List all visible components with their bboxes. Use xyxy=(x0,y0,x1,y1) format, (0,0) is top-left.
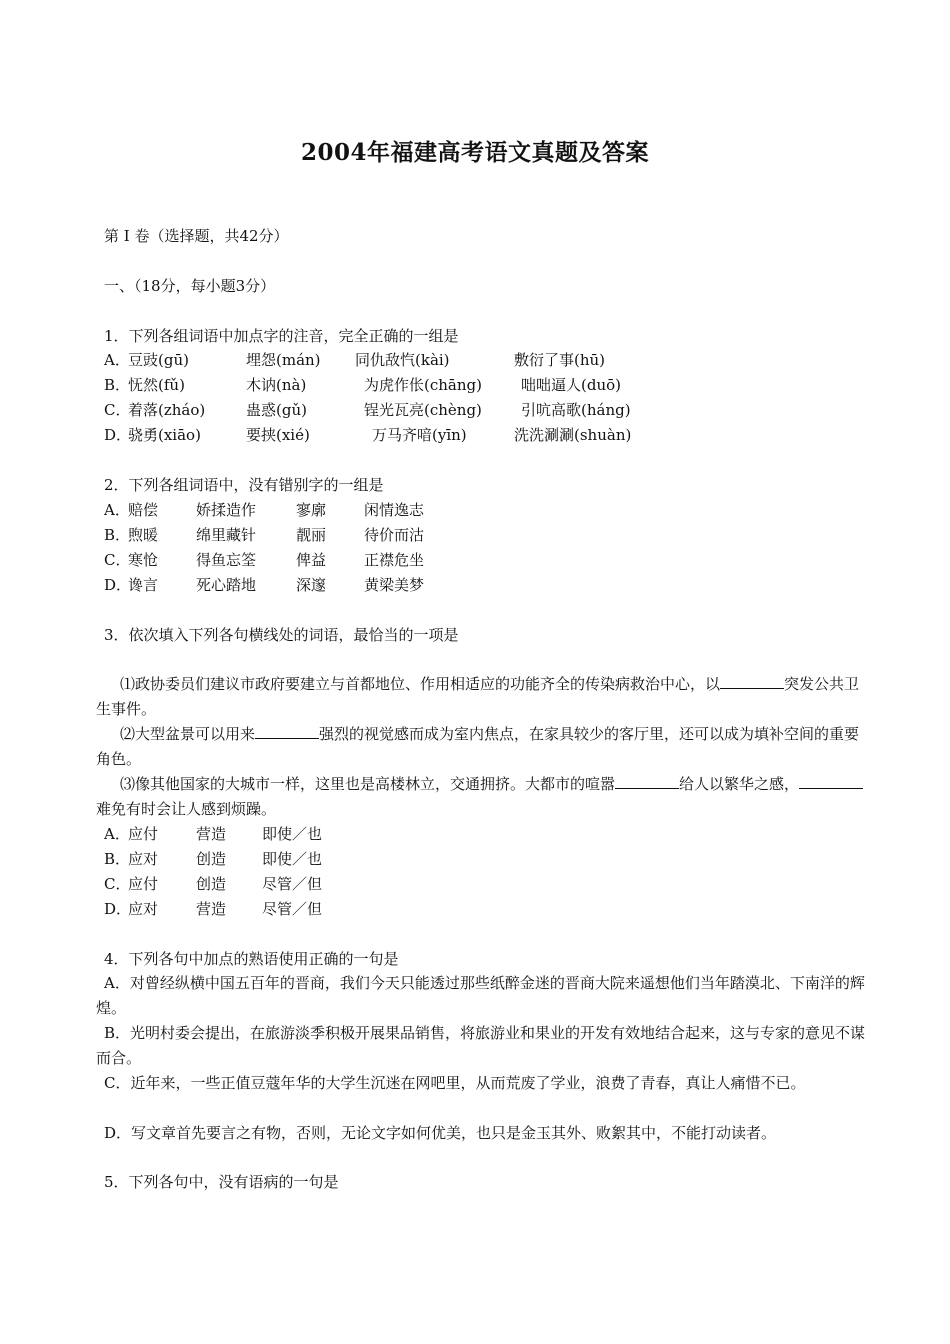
option-item: 应对 xyxy=(128,900,159,918)
option-letter: A． xyxy=(104,501,130,519)
option-item: 怃然(fǔ) xyxy=(128,376,185,394)
option-item: 引吭高歌(háng) xyxy=(521,401,631,419)
sentence-text: ⑴政协委员们建议市政府要建立与首都地位、作用相适应的功能齐全的传染病救治中心，以 xyxy=(120,675,721,693)
part1-heading: 第 I 卷（选择题，共42分） xyxy=(104,227,289,245)
option-item: 待价而沽 xyxy=(364,526,425,544)
option-item: 寒怆 xyxy=(128,551,159,569)
option-item: 应付 xyxy=(128,825,159,843)
option-item: 蛊惑(gǔ) xyxy=(246,401,307,419)
option-letter: B． xyxy=(104,850,131,868)
option-item: 着落(zháo) xyxy=(128,401,206,419)
option-item: 木讷(nà) xyxy=(246,376,307,394)
sentence-text: 难免有时会让人感到烦躁。 xyxy=(96,800,277,818)
option-item: 营造 xyxy=(196,825,227,843)
option-item: 煦暖 xyxy=(128,526,159,544)
option-letter: B． xyxy=(104,526,131,544)
option-item: 赔偿 xyxy=(128,501,159,519)
fill-blank xyxy=(615,774,679,789)
option-letter: A． xyxy=(104,825,130,843)
option-item: 谗言 xyxy=(128,576,159,594)
option-letter: D． xyxy=(104,900,132,918)
q3-stem: 3．依次填入下列各句横线处的词语，最恰当的一项是 xyxy=(104,626,459,644)
q3-sentence-2 xyxy=(96,722,866,772)
option-item: 营造 xyxy=(196,900,227,918)
option-item: 敷衍了事(hū) xyxy=(514,351,606,369)
option-item: 应付 xyxy=(128,875,159,893)
sentence-text: ⑶像其他国家的大城市一样，这里也是高楼林立，交通拥挤。大都市的喧嚣 xyxy=(120,775,616,793)
q3-sentence-1 xyxy=(96,672,866,722)
option-letter: C． xyxy=(104,551,131,569)
q4-stem: 4．下列各句中加点的熟语使用正确的一句是 xyxy=(104,950,399,968)
option-item: 绵里藏针 xyxy=(196,526,257,544)
option-item: 黄梁美梦 xyxy=(364,576,425,594)
option-item: 应对 xyxy=(128,850,159,868)
q1-stem: 1．下列各组词语中加点字的注音，完全正确的一组是 xyxy=(104,327,459,345)
option-item: 要挟(xié) xyxy=(246,426,310,444)
option-item: 俾益 xyxy=(296,551,327,569)
option-letter: D． xyxy=(104,576,132,594)
q4-option-d: D．写文章首先要言之有物，否则，无论文字如何优美，也只是金玉其外、败絮其中，不能打动读者。 xyxy=(104,1124,777,1142)
option-item: 同仇敌忾(kài) xyxy=(355,351,450,369)
option-letter: C． xyxy=(104,401,131,419)
option-item: 娇揉造作 xyxy=(196,501,257,519)
fill-blank xyxy=(720,674,784,689)
option-letter: C． xyxy=(104,875,131,893)
option-letter: D． xyxy=(104,426,132,444)
sentence-text: ⑵大型盆景可以用来 xyxy=(120,725,256,743)
page-title: 2004年福建高考语文真题及答案 xyxy=(300,139,649,166)
option-item: 创造 xyxy=(196,850,227,868)
option-item: 为虎作伥(chāng) xyxy=(364,376,482,394)
option-item: 咄咄逼人(duō) xyxy=(521,376,621,394)
option-item: 靓丽 xyxy=(296,526,327,544)
q4-option-b: B．光明村委会提出，在旅游淡季积极开展果品销售，将旅游业和果业的开发有效地结合起来，这与专家的意见不谋而合。 xyxy=(96,1024,866,1067)
sentence-text: 突发公共卫生事件。 xyxy=(96,675,860,718)
option-item: 豆豉(gū) xyxy=(128,351,189,369)
q4-option-c: C．近年来，一些正值豆蔻年华的大学生沉迷在网吧里，从而荒废了学业，浪费了青春，真让人痛惜不已。 xyxy=(104,1074,806,1092)
option-letter: B． xyxy=(104,376,131,394)
section1-heading: 一、（18分，每小题3分） xyxy=(104,277,276,295)
sentence-text: 给人以繁华之感， xyxy=(679,775,800,793)
option-item: 埋怨(mán) xyxy=(246,351,321,369)
q5-stem: 5．下列各句中，没有语病的一句是 xyxy=(104,1173,339,1191)
option-item: 尽管／但 xyxy=(262,875,323,893)
fill-blank xyxy=(799,774,863,789)
option-item: 万马齐喑(yīn) xyxy=(372,426,467,444)
option-item: 即使／也 xyxy=(262,850,323,868)
option-item: 洗洗涮涮(shuàn) xyxy=(514,426,632,444)
option-item: 正襟危坐 xyxy=(364,551,425,569)
option-item: 骁勇(xiāo) xyxy=(128,426,201,444)
option-item: 寥廓 xyxy=(296,501,327,519)
option-item: 创造 xyxy=(196,875,227,893)
option-item: 闲情逸志 xyxy=(364,501,425,519)
q3-sentence-3 xyxy=(96,772,866,822)
sentence-text: 强烈的视觉感而成为室内焦点，在家具较少的客厅里，还可以成为填补空间的重要角色。 xyxy=(96,725,860,768)
option-letter: A． xyxy=(104,351,130,369)
q4-option-a: A．对曾经纵横中国五百年的晋商，我们今天只能透过那些纸醉金迷的晋商大院来遥想他们当年踏漠北、下南洋的辉煌。 xyxy=(96,974,865,1017)
option-item: 死心踏地 xyxy=(196,576,257,594)
fill-blank xyxy=(255,724,319,739)
option-item: 得鱼忘筌 xyxy=(196,551,257,569)
option-item: 即使／也 xyxy=(262,825,323,843)
q2-stem: 2．下列各组词语中，没有错别字的一组是 xyxy=(104,476,384,494)
option-item: 尽管／但 xyxy=(262,900,323,918)
option-item: 深邃 xyxy=(296,576,327,594)
option-item: 锃光瓦亮(chèng) xyxy=(364,401,482,419)
